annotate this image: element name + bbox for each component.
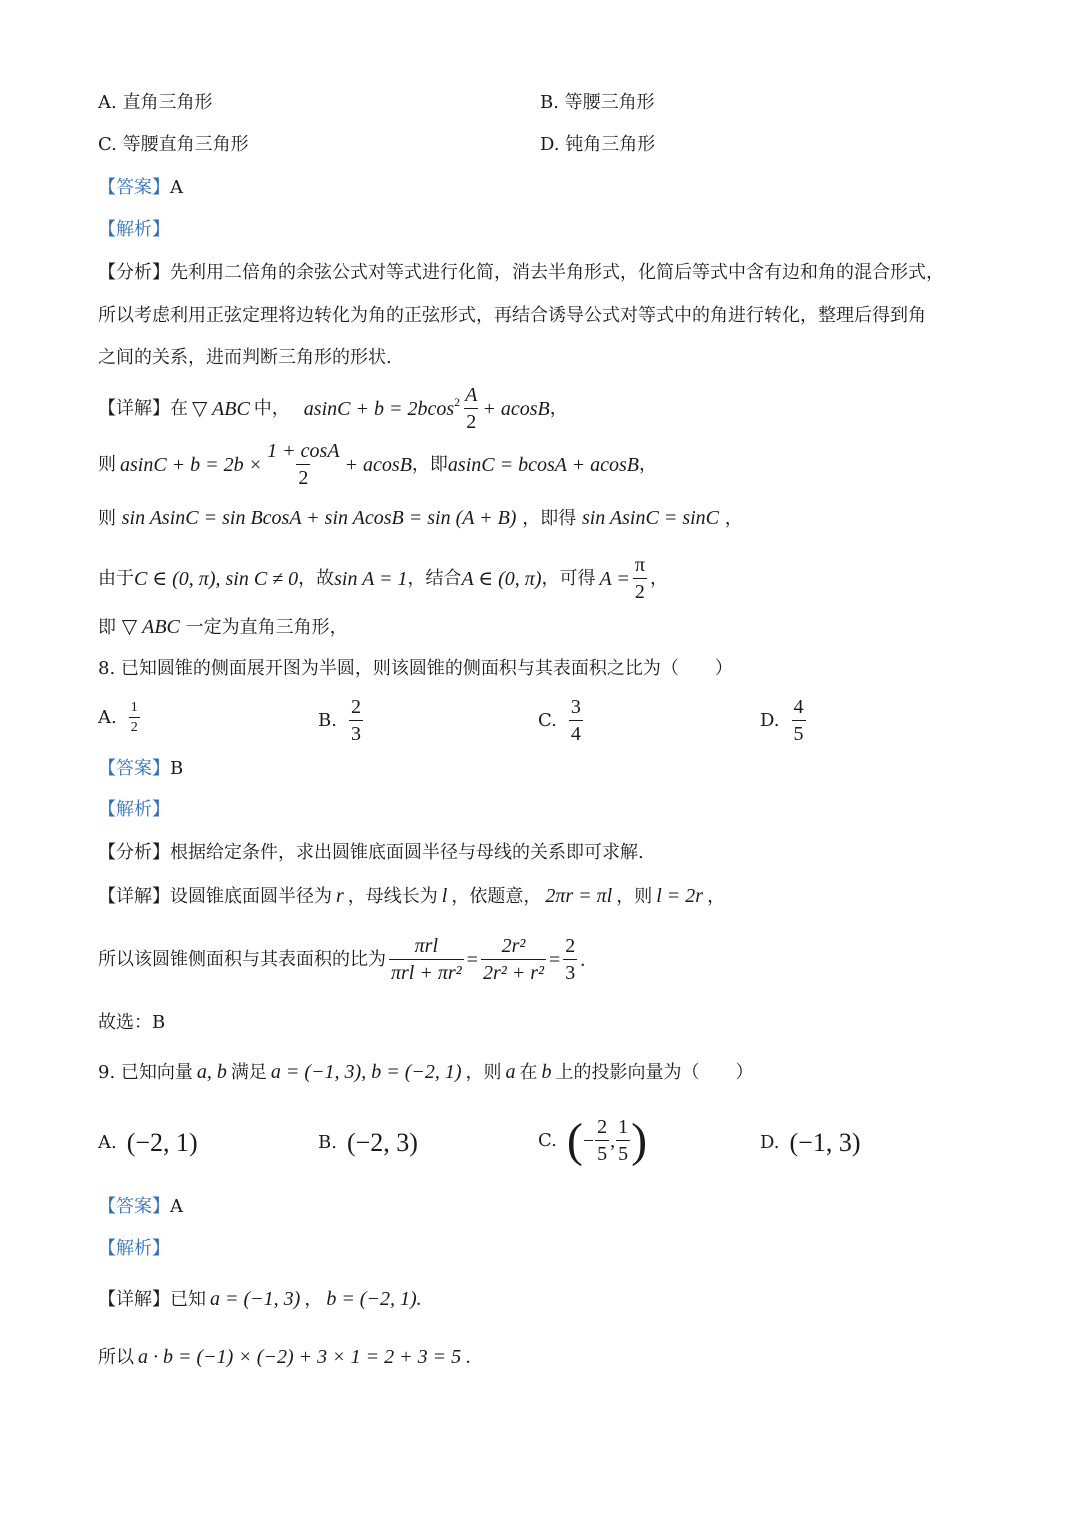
text: 上的投影向量为（ ） — [555, 1062, 754, 1083]
equation: 2πr = πl — [545, 885, 613, 907]
answer-value: A — [170, 1196, 183, 1217]
text: ， — [304, 1289, 323, 1310]
q7-option-b: B. 等腰三角形 — [540, 92, 655, 113]
fraction — [389, 935, 464, 984]
text: ， — [724, 508, 743, 529]
equation: b = (−2, 1). — [326, 1288, 422, 1310]
text: ， — [639, 453, 657, 475]
xiangjie-label: 【详解】 — [98, 397, 170, 419]
fraction — [265, 440, 341, 489]
q9-xiangjie-line-1 — [98, 1289, 426, 1309]
denominator: 5 — [595, 1140, 609, 1165]
fraction — [792, 696, 806, 745]
text: 在 — [519, 1062, 538, 1083]
q8-xiangjie-line-2 — [98, 935, 585, 984]
denominator: 2 — [296, 464, 310, 489]
text: ，故 — [298, 567, 335, 589]
q8-guxuan: 故选：B — [98, 1012, 166, 1033]
text: 一定为直角三角形， — [185, 617, 348, 638]
option-label: B. — [318, 709, 337, 731]
text: ，结合 — [407, 567, 462, 589]
denominator: 2 — [633, 578, 647, 603]
denominator: 3 — [349, 720, 363, 745]
minus-sign: − — [582, 1129, 595, 1152]
q9-question — [98, 1062, 754, 1082]
equation: l = 2r — [656, 885, 704, 907]
q7-fenxi-line-1 — [98, 264, 944, 282]
text: 则 — [98, 508, 116, 529]
numerator: 2 — [350, 696, 361, 718]
equation: a = (−1, 3), b = (−2, 1) — [270, 1061, 462, 1083]
option-label: B. — [318, 1132, 337, 1153]
text: ，母线长为 — [347, 886, 438, 907]
text: ， — [649, 567, 668, 589]
text: ， — [549, 397, 568, 419]
text: ，可得 — [541, 567, 596, 589]
q9-option-a — [98, 1130, 198, 1156]
equation: A ∈ (0, π) — [461, 567, 542, 590]
fraction — [129, 700, 140, 736]
answer-label: 【答案】 — [98, 1196, 170, 1217]
denominator: 5 — [616, 1140, 630, 1165]
q7-answer — [98, 179, 183, 197]
period: . — [580, 948, 586, 971]
fraction-pi-over-2 — [633, 554, 647, 603]
q7-fenxi-line-2: 所以考虑利用正弦定理将边转化为角的正弦形式，再结合诱导公式对等式中的角进行转化，整理后得到角 — [98, 305, 926, 326]
option-label: D. — [760, 1132, 780, 1153]
fenxi-text: 根据给定条件，求出圆锥底面圆半径与母线的关系即可求解. — [170, 842, 644, 863]
text: 已知 — [170, 1289, 206, 1310]
variable: l — [441, 885, 448, 907]
text: ，依题意， — [451, 886, 542, 907]
equation: a · b = (−1) × (−2) + 3 × 1 = 2 + 3 = 5 . — [138, 1346, 472, 1368]
q7-fenxi-line-3: 之间的关系，进而判断三角形的形状. — [98, 347, 392, 368]
text: ，即得 — [522, 508, 577, 529]
answer-value: A — [170, 177, 183, 198]
xiangjie-label: 【详解】 — [98, 1289, 170, 1310]
right-paren: ) — [631, 1113, 648, 1167]
text: ， — [707, 886, 726, 907]
equals-sign: = — [549, 948, 561, 971]
q9-answer — [98, 1198, 183, 1216]
denominator: 4 — [569, 720, 583, 745]
text: ，则 — [616, 886, 653, 907]
denominator: 2 — [129, 717, 140, 735]
answer-value: B — [170, 758, 184, 779]
text: 满足 — [230, 1062, 267, 1083]
q7-xiangjie-line-4 — [98, 554, 668, 603]
text: 中， — [253, 397, 290, 419]
answer-label: 【答案】 — [98, 177, 170, 198]
q8-fenxi — [98, 844, 644, 862]
q8-option-d — [760, 696, 809, 745]
xiangjie-label: 【详解】 — [98, 886, 170, 907]
text: 即 — [98, 617, 116, 638]
fraction — [595, 1116, 609, 1165]
equation: asinC + b = 2b × — [120, 453, 263, 476]
q8-answer — [98, 760, 183, 778]
denominator: 3 — [563, 959, 577, 984]
equals-sign: = — [466, 948, 478, 971]
triangle-abc: ▽ ABC — [121, 616, 180, 638]
q7-jiexi-label: 【解析】 — [98, 219, 170, 240]
option-label: D. — [760, 709, 780, 731]
text: ，则 — [465, 1062, 502, 1083]
fraction — [349, 696, 363, 745]
text: 所以该圆锥侧面积与其表面积的比为 — [98, 948, 386, 970]
numerator: 1 + cosA — [267, 440, 340, 462]
option-label: C. — [538, 1129, 557, 1151]
numerator: 2 — [597, 1116, 608, 1138]
comma: , — [610, 1129, 616, 1152]
text: 所以 — [98, 1347, 134, 1368]
numerator: 2 — [565, 935, 576, 957]
equation: sin AsinC = sinC — [581, 507, 720, 529]
q9-option-d — [760, 1130, 861, 1156]
numerator: 3 — [570, 696, 581, 718]
option-value: (−1, 3) — [789, 1128, 861, 1157]
equation: asinC + b = 2bcos — [303, 397, 455, 420]
q7-option-d: D. 钝角三角形 — [540, 134, 656, 155]
q7-xiangjie-line-5 — [98, 617, 348, 637]
q9-jiexi-label: 【解析】 — [98, 1238, 170, 1259]
text: 9. 已知向量 — [98, 1062, 193, 1083]
equation: a = (−1, 3) — [210, 1288, 301, 1310]
equation: + acosB — [482, 397, 550, 420]
text: 在 — [170, 397, 188, 419]
q9-xiangjie-line-2 — [98, 1347, 475, 1367]
fraction — [481, 935, 546, 984]
variable: r — [336, 885, 344, 907]
text: 则 — [98, 453, 116, 475]
triangle-abc: ▽ ABC — [192, 397, 250, 420]
fenxi-label: 【分析】 — [98, 842, 170, 863]
variable: b — [541, 1061, 552, 1083]
numerator: 1 — [130, 700, 138, 715]
superscript: 2 — [454, 395, 461, 409]
numerator: A — [465, 384, 478, 406]
variable: a — [505, 1061, 516, 1083]
fenxi-label: 【分析】 — [98, 262, 170, 283]
numerator: 4 — [793, 696, 804, 718]
q8-option-b — [318, 696, 366, 745]
q8-xiangjie-line-1 — [98, 886, 725, 906]
denominator: 2r² + r² — [481, 959, 546, 984]
denominator: πrl + πr² — [389, 959, 464, 984]
q7-xiangjie-line-3 — [98, 508, 743, 528]
equation: + acosB — [344, 453, 412, 476]
numerator: πrl — [414, 935, 438, 957]
equation: sin A = 1 — [334, 567, 408, 590]
denominator: 2 — [464, 408, 478, 433]
fenxi-text: 先利用二倍角的余弦公式对等式进行化简，消去半角形式，化简后等式中含有边和角的混合形式， — [170, 262, 944, 283]
fraction — [569, 696, 583, 745]
fraction — [616, 1116, 630, 1165]
q8-option-a — [98, 700, 143, 736]
numerator: π — [634, 554, 645, 576]
q9-option-b — [318, 1130, 418, 1156]
denominator: 5 — [792, 720, 806, 745]
text: 由于 — [98, 567, 134, 589]
answer-label: 【答案】 — [98, 758, 170, 779]
numerator: 1 — [618, 1116, 629, 1138]
q7-xiangjie-line-2 — [98, 440, 657, 489]
fraction — [563, 935, 577, 984]
q7-option-a: A. 直角三角形 — [98, 92, 213, 113]
q8-jiexi-label: 【解析】 — [98, 799, 170, 820]
option-label: A. — [98, 1132, 117, 1153]
equation: asinC = bcosA + acosB — [447, 453, 639, 476]
q7-option-c: C. 等腰直角三角形 — [98, 134, 249, 155]
numerator: 2r² — [501, 935, 526, 957]
option-value: (−2, 3) — [346, 1128, 418, 1157]
text: ，即 — [411, 453, 448, 475]
q7-xiangjie-line-1 — [98, 384, 568, 433]
fraction-a-over-2 — [463, 384, 479, 433]
equation: A = — [599, 567, 630, 590]
equation: C ∈ (0, π), sin C ≠ 0 — [134, 567, 299, 590]
option-value: (−2, 1) — [126, 1128, 198, 1157]
equation: sin AsinC = sin BcosA + sin AcosB = sin (A + B) — [121, 507, 517, 529]
option-label: A. — [98, 706, 117, 728]
q9-option-c — [538, 1113, 648, 1167]
q8-option-c — [538, 696, 586, 745]
text: 设圆锥底面圆半径为 — [170, 886, 332, 907]
left-paren: ( — [566, 1113, 583, 1167]
option-label: C. — [538, 709, 557, 731]
variable: a, b — [196, 1061, 227, 1083]
q8-question: 8. 已知圆锥的侧面展开图为半圆，则该圆锥的侧面积与其表面积之比为（ ） — [98, 658, 733, 679]
